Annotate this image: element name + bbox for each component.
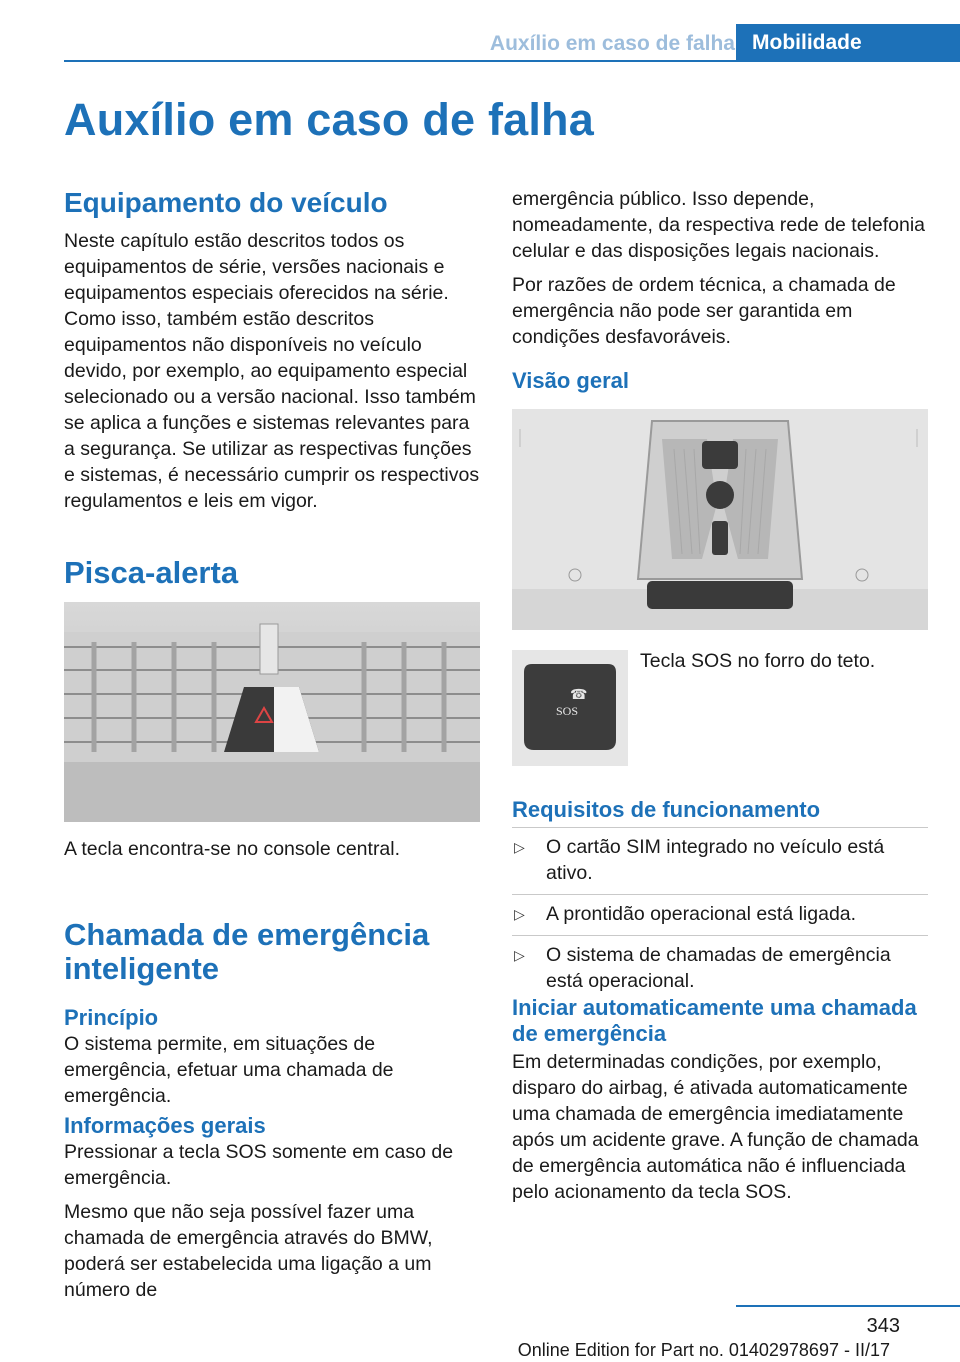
general-info-text-1: Pressionar a tecla SOS somente em caso de emergência. [64, 1141, 454, 1189]
list-item: ▷ O cartão SIM integrado no veículo está ativo. [512, 827, 928, 894]
triangle-bullet-icon: ▷ [514, 839, 525, 855]
general-info-section [64, 1113, 480, 1303]
vehicle-equipment-heading: Equipamento do veículo [64, 187, 388, 218]
list-item: ▷ O sistema de chamadas de emergência está operacional. [512, 935, 928, 1002]
triangle-bullet-icon: ▷ [514, 947, 525, 963]
right-column-continued [512, 186, 928, 350]
overview-heading: Visão geral [512, 368, 629, 393]
roof-console-image [512, 409, 928, 630]
principle-heading: Princípio [64, 1005, 159, 1030]
header-rule [64, 60, 960, 62]
requirements-section [512, 797, 928, 1002]
triangle-bullet-icon: ▷ [514, 906, 525, 922]
sos-button-image [512, 650, 628, 766]
list-item: ▷ A prontidão operacional está ligada. [512, 894, 928, 935]
hazard-heading: Pisca-alerta [64, 555, 239, 590]
general-info-heading: Informações gerais [64, 1113, 266, 1138]
left-column [64, 186, 480, 514]
header-chapter-tab: Mobilidade [736, 24, 960, 62]
hazard-button-image [64, 602, 480, 822]
auto-call-section [512, 995, 932, 1205]
principle-text: O sistema permite, em situações de emergência, efetuar uma chamada de emergência. [64, 1033, 394, 1107]
page-title: Auxílio em caso de falha [64, 94, 594, 145]
continued-text-2: Por razões de ordem técnica, a chamada de emergência não pode ser garantida em condições desfavoráveis. [512, 274, 896, 348]
hazard-section [64, 556, 480, 590]
sos-caption: Tecla SOS no forro do teto. [640, 650, 876, 672]
auto-call-text: Em determinadas condições, por exemplo, disparo do airbag, é ativada automaticamente uma chamada de emergência imediatamente após um acidente grave. A função de chamada de emergência automática não é influenciada pelo acionamento da tecla SOS. [512, 1051, 919, 1203]
requirements-list [512, 827, 928, 1002]
emergency-call-section [64, 918, 480, 986]
emergency-call-heading-line-2: inteligente [64, 951, 220, 986]
edition-footer: Online Edition for Part no. 01402978697 - II/17 [517, 1340, 890, 1360]
auto-call-heading: Iniciar automaticamente uma chamada de emergência [512, 995, 917, 1046]
vehicle-equipment-text: Neste capítulo estão descritos todos os equipamentos de série, versões nacionais e equipamentos especiais oferecidos na série. Como isso, também estão descritos equipamentos não disponíveis no veículo devido, por exemplo, ao equipamento especial selecionado ou a versão nacional. Isso também se aplica a funções e sistemas relevantes para a segurança. Se utilizar as respectivas funções e sistemas, é necessário cumprir os respectivos regulamentos e leis em vigor. [64, 230, 480, 512]
page-number: 343 [866, 1315, 900, 1337]
continued-text-1: emergência público. Isso depende, nomeadamente, da respectiva rede de telefonia celular e das disposições legais nacionais. [512, 188, 926, 262]
footer-rule [736, 1305, 960, 1307]
header-section-title: Auxílio em caso de falha [489, 32, 735, 55]
general-info-text-2: Mesmo que não seja possível fazer uma chamada de emergência através do BMW, poderá ser estabelecida uma ligação a um número de [64, 1201, 433, 1301]
emergency-call-heading-line-1: Chamada de emergência [64, 917, 430, 952]
requirements-heading: Requisitos de funcionamento [512, 797, 821, 822]
principle-section [64, 1005, 480, 1109]
phone-icon: ☎ [570, 686, 588, 702]
sos-button-label: SOS [556, 704, 579, 718]
hazard-caption: A tecla encontra-se no console central. [64, 838, 401, 860]
